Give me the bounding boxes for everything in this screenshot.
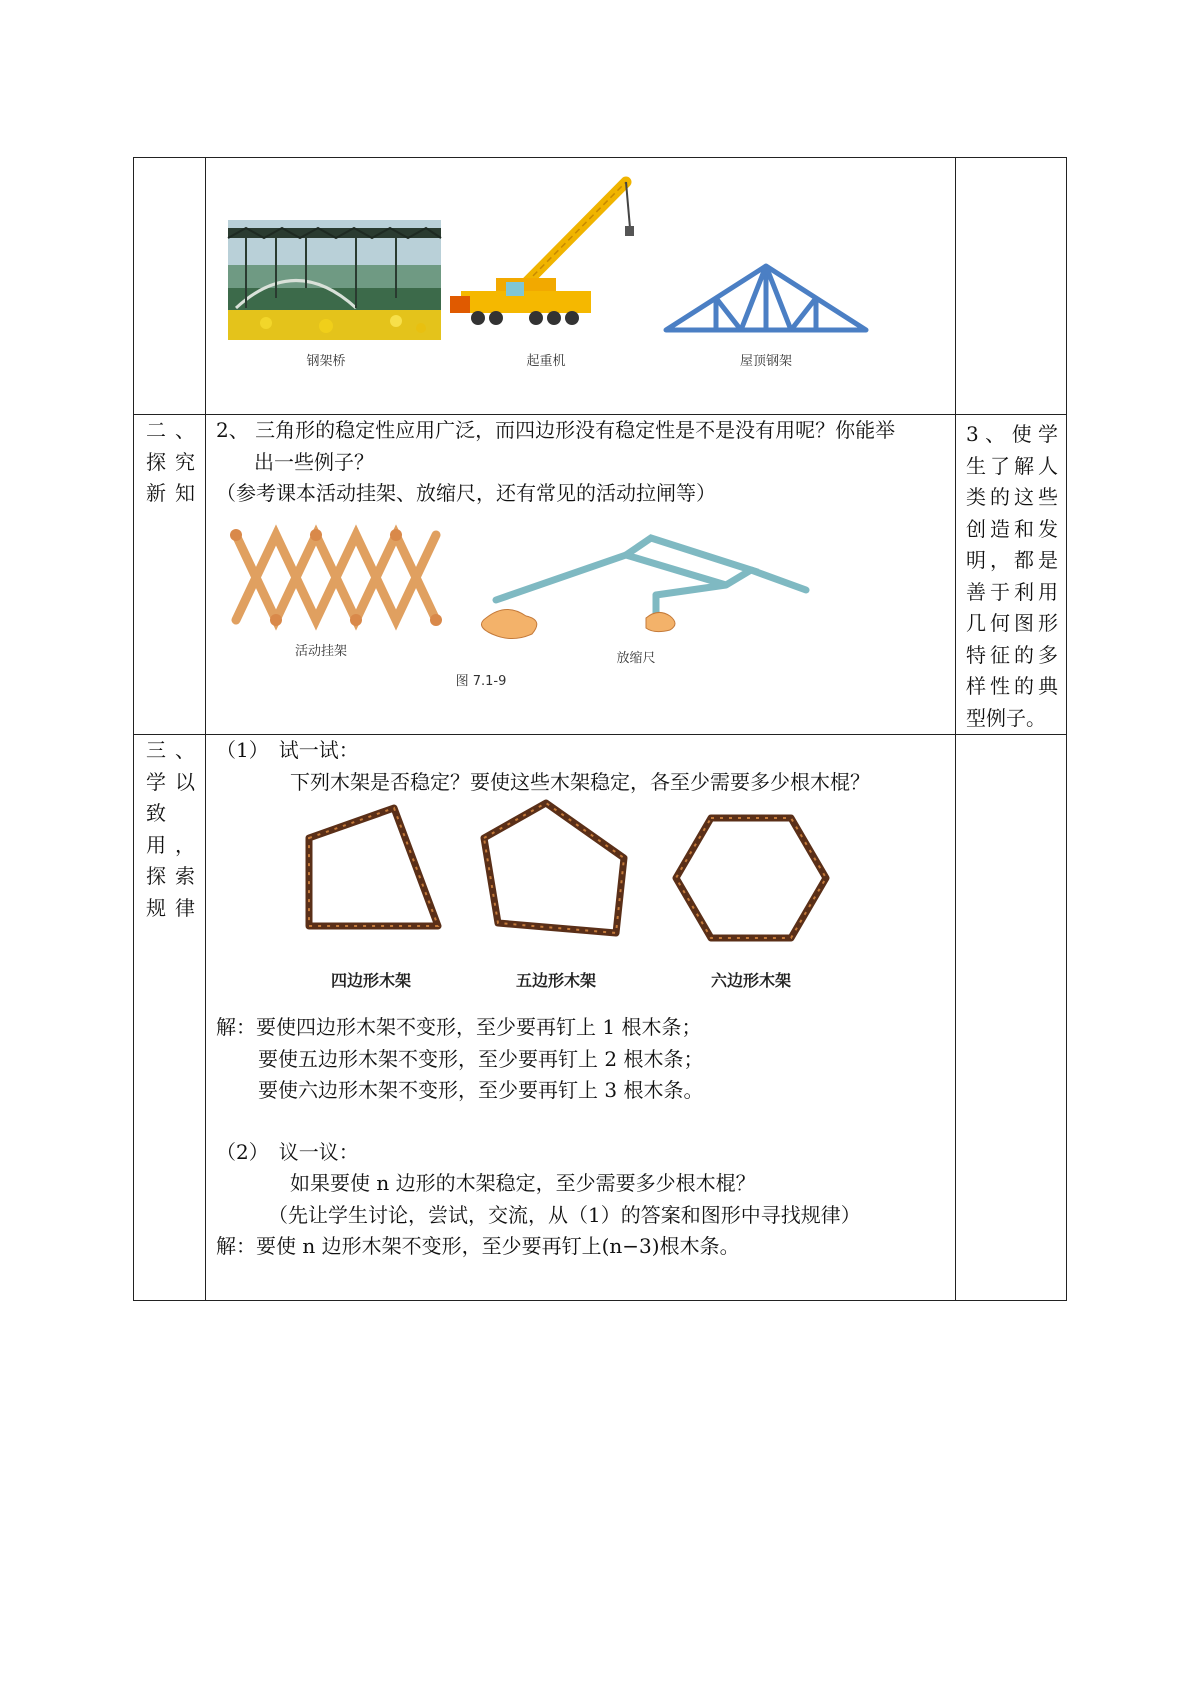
answer1-line-1: 解：要使四边形木架不变形，至少要再钉上 1 根木条； [216,1015,702,1039]
crane-image [450,182,634,325]
try-label: （1） 试一试： [216,738,359,762]
folding-rack-image [236,535,436,620]
note-cell-empty [956,735,1067,1301]
content-cell [206,415,956,735]
table-row [134,735,1067,1301]
stage-cell-empty [134,158,206,415]
teaching-note: 3、使学生了解人类的这些创造和发明，都是善于利用几何图形特征的多样性的典型例子。 [966,422,1058,730]
content-cell [206,735,956,1301]
reference-text: （参考课本活动挂架、放缩尺，还有常见的活动拉闸等） [216,481,716,505]
answer1-line-3: 要使六边形木架不变形，至少要再钉上 3 根木条。 [258,1078,704,1102]
stage-cell [134,735,206,1301]
caption-roof-truss: 屋顶钢架 [739,354,793,369]
note-cell-empty [956,158,1067,415]
roof-truss-image [666,266,866,330]
question-line-2: 出一些例子？ [254,449,374,474]
discuss-label: （2） 议一议： [216,1139,359,1164]
answer1-line-2: 要使五边形木架不变形，至少要再钉上 2 根木条； [258,1046,704,1071]
try-question: 下列木架是否稳定？要使这些木架稳定，各至少需要多少根木棍？ [290,769,870,794]
triangle-applications-figure [206,158,956,410]
caption-pentagon-frame: 五边形木架 [515,971,597,990]
lesson-table [133,157,1067,1301]
wooden-frames-figure [206,798,956,1008]
answer2: 解：要使 n 边形木架不变形，至少要再钉上(n−3)根木条。 [216,1234,740,1258]
table-row [134,415,1067,735]
discuss-hint: （先让学生讨论，尝试，交流，从（1）的答案和图形中寻找规律） [268,1202,861,1227]
steel-bridge-image [228,220,441,340]
caption-hexagon-frame: 六边形木架 [710,971,792,990]
stage-cell [134,415,206,735]
wooden-frames [309,803,826,938]
images-cell [206,158,956,415]
caption-quadrilateral-frame: 四边形木架 [330,971,412,990]
pantograph-blob-left [481,609,536,638]
stage-label: 二、探究新知 [146,418,195,505]
quadrilateral-applications-figure [206,510,956,710]
discuss-question: 如果要使 n 边形的木架稳定，至少需要多少根木棍？ [290,1171,756,1195]
pentagon-frame [484,803,624,933]
caption-folding-rack: 活动挂架 [294,643,348,659]
quadrilateral-frame [309,808,438,926]
figure-label: 图 7.1-9 [455,673,507,689]
pantograph-blob-right [646,612,675,631]
table-row [134,158,1067,415]
stage-label: 三、学以致用，探索规律 [146,738,195,920]
hexagon-frame [676,818,826,938]
caption-pantograph: 放缩尺 [616,650,656,666]
pantograph-image [496,538,806,615]
note-cell [956,415,1067,735]
question-line-1: 2、 三角形的稳定性应用广泛，而四边形没有稳定性是不是没有用呢？你能举 [216,418,896,442]
caption-steel-bridge: 钢架桥 [306,354,346,369]
caption-crane: 起重机 [526,354,566,369]
